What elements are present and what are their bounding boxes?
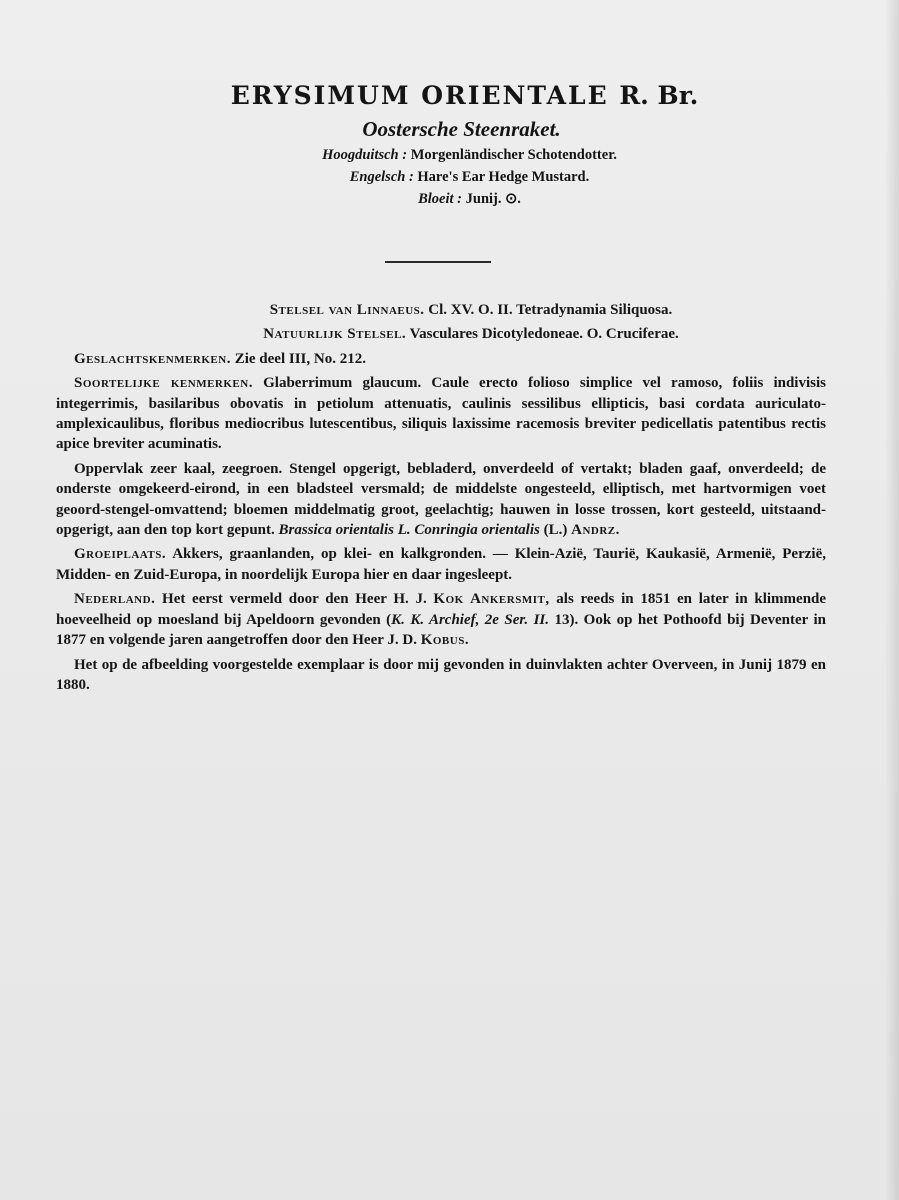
netherlands-text-1: Het eerst vermeld door den Heer H. J. xyxy=(162,591,427,608)
genus-label: Geslachtskenmerken. xyxy=(74,350,231,367)
collector-name-1: Kok Ankersmit, xyxy=(433,591,550,608)
specimen-note xyxy=(56,655,826,696)
linnaeus-system xyxy=(56,300,826,320)
species-title-name: ERYSIMUM ORIENTALE xyxy=(230,81,609,110)
german-name-line xyxy=(0,144,899,166)
natural-label: Natuurlijk Stelsel. xyxy=(263,326,407,343)
german-name: Morgenländischer Schotendotter. xyxy=(410,147,617,163)
english-name: Hare's Ear Hedge Mustard. xyxy=(417,169,590,185)
synonym-2-author-name: Andrz. xyxy=(571,522,620,539)
dutch-name: Oostersche Steenraket. xyxy=(362,117,561,141)
habitat-text: Akkers, graanlanden, op klei- en kalkgronden. — Klein-Azië, Taurië, Kaukasië, Armenië, Perzië, Midden- en Zuid-Europa, in noordelijk Europa hier en daar ingesleept. xyxy=(56,546,826,583)
habitat xyxy=(56,544,826,585)
habitat-label: Groeiplaats. xyxy=(74,546,167,563)
species-title-author: R. Br. xyxy=(619,81,699,110)
species-title xyxy=(0,78,899,114)
dutch-desc-text: Oppervlak zeer kaal, zeegroen. Stengel opgerigt, bebladerd, onverdeeld of vertakt; bladen gaaf, onverdeeld; de onderste omgekeerd-eirond, in een bladsteel versmald; de middelste ongesteeld, elliptisch, met hartvormigen voet geoord-stengel-omvattend; bloemen middelmatig groot, geelachtig; hauwen in losse trossen, kort gesteeld, uitstaand-opgerigt, aan den top kort gepunt. xyxy=(56,460,826,539)
netherlands-text-2: als reeds in 1851 en later in klimmende hoeveelheid op moesland bij Apeldoorn gevonden ( xyxy=(56,591,827,628)
natural-system xyxy=(56,324,826,344)
netherlands-label: Nederland. xyxy=(74,591,156,608)
collector-name-2: Kobus. xyxy=(420,632,470,649)
linnaeus-label: Stelsel van Linnaeus. xyxy=(269,302,425,318)
genus-characters xyxy=(56,349,826,369)
header xyxy=(0,78,899,210)
english-label: Engelsch : xyxy=(349,169,414,185)
english-name-line xyxy=(0,166,899,188)
bloom-line xyxy=(0,188,899,210)
dutch-description xyxy=(56,459,826,541)
bloom-value: Junij. ⊙. xyxy=(465,191,521,207)
synonym-1: Brassica orientalis L. xyxy=(278,522,411,539)
species-text: Glaberrimum glaucum. Caule erecto folioso simplice vel ramoso, foliis indivisis integerrimis, basilaribus obovatis in petiolum attenuatis, caulinis sessilibus ellipticis, basi cordata auriculato-amplexicaulibus, floribus mediocribus lutescentibus, siliquis laxissime racemosis breviter pedicellatis patentibus rectis apice breviter acuminatis. xyxy=(56,375,826,453)
synonym-2: Conringia orientalis xyxy=(414,522,540,539)
description-body xyxy=(56,300,826,695)
specimen-note-text: Het op de afbeelding voorgestelde exemplaar is door mij gevonden in duinvlakten achter Overveen, in Junij 1879 en 1880. xyxy=(56,656,826,693)
natural-text: Vasculares Dicotyledoneae. O. Cruciferae. xyxy=(409,326,679,343)
synonym-2-author: (L.) xyxy=(543,522,568,539)
genus-text: Zie deel III, No. 212. xyxy=(234,350,366,367)
bloom-label: Bloeit : xyxy=(418,191,462,207)
section-divider xyxy=(385,261,491,263)
netherlands-text-3: 13). Ook op het Pothoofd bij Deventer in 1877 en volgende jaren aangetroffen door den Heer J. D. xyxy=(56,611,826,649)
species-characters xyxy=(56,373,826,455)
german-label: Hoogduitsch : xyxy=(322,147,408,163)
archive-reference: K. K. Archief, 2e Ser. II. xyxy=(391,611,550,628)
netherlands-records xyxy=(56,589,826,650)
species-label: Soortelijke kenmerken. xyxy=(74,375,253,392)
linnaeus-text: Cl. XV. O. II. Tetradynamia Siliquosa. xyxy=(428,302,673,318)
